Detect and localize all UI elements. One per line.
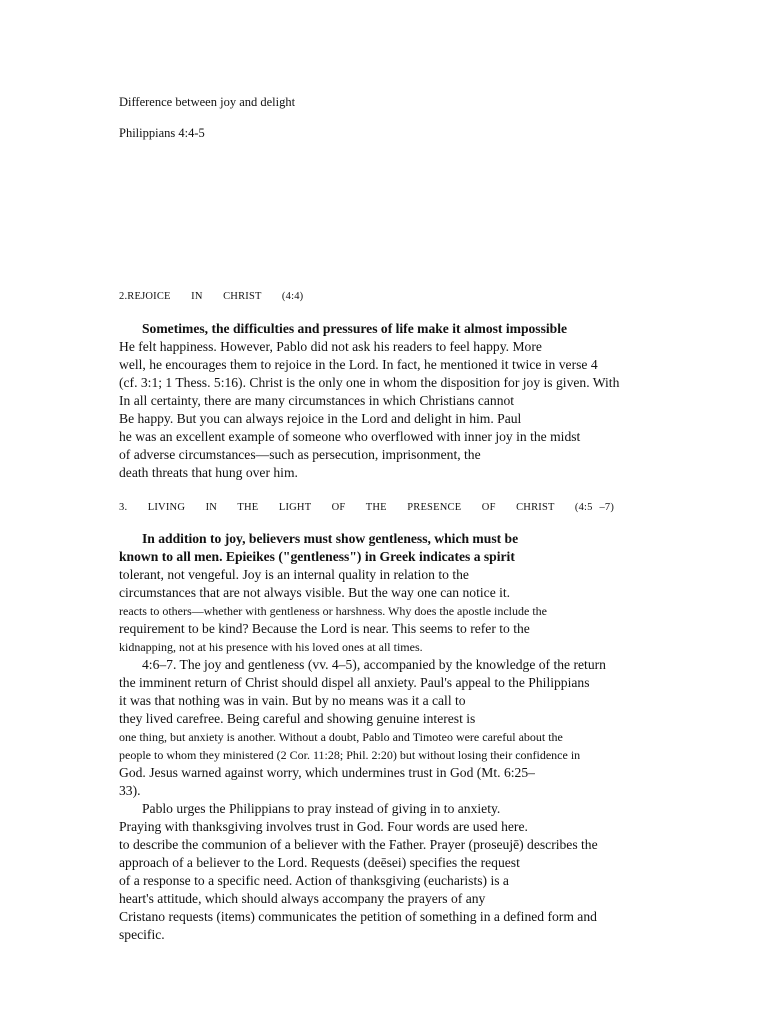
paragraph-line: he was an excellent example of someone who overflowed with inner joy in the midst [119,429,581,444]
paragraph-line: Be happy. But you can always rejoice in the Lord and delight in him. Paul [119,411,522,426]
paragraph-line: (cf. 3:1; 1 Thess. 5:16). Christ is the only one in whom the disposition for joy is given. With [119,375,620,390]
paragraph-line: circumstances that are not always visible. But the way one can notice it. [119,585,511,600]
section-3-body [119,530,699,944]
paragraph-line: Pablo urges the Philippians to pray instead of giving in to anxiety. [142,801,501,816]
paragraph-line: they lived carefree. Being careful and showing genuine interest is [119,711,476,726]
paragraph-line: one thing, but anxiety is another. Without a doubt, Pablo and Timoteo were careful about the [119,730,563,744]
paragraph-line: God. Jesus warned against worry, which undermines trust in God (Mt. 6:25– [119,765,535,780]
paragraph-line: known to all men. Epieikes ("gentleness") in Greek indicates a spirit [119,549,515,564]
section-2-heading: 2.REJOICE IN CHRIST (4:4) [119,291,304,302]
paragraph-line: Praying with thanksgiving involves trust in God. Four words are used here. [119,819,528,834]
paragraph-line: Cristano requests (items) communicates the petition of something in a defined form and [119,909,597,924]
paragraph-line: of a response to a specific need. Action of thanksgiving (eucharists) is a [119,873,509,888]
paragraph-line: requirement to be kind? Because the Lord is near. This seems to refer to the [119,621,530,636]
paragraph-line: 33). [119,783,141,798]
paragraph-line: 4:6–7. The joy and gentleness (vv. 4–5), accompanied by the knowledge of the return [142,657,606,672]
paragraph-line: specific. [119,927,165,942]
paragraph-line: In all certainty, there are many circumstances in which Christians cannot [119,393,515,408]
paragraph-line: death threats that hung over him. [119,465,298,480]
paragraph-line: well, he encourages them to rejoice in the Lord. In fact, he mentioned it twice in verse 4 [119,357,598,372]
document-subtitle: Philippians 4:4-5 [119,126,205,140]
document-title: Difference between joy and delight [119,95,296,109]
paragraph-line: approach of a believer to the Lord. Requests (deēsei) specifies the request [119,855,520,870]
paragraph-line: kidnapping, not at his presence with his loved ones at all times. [119,640,423,654]
section-2-body [119,320,699,482]
paragraph-line: heart's attitude, which should always accompany the prayers of any [119,891,486,906]
paragraph-line: to describe the communion of a believer with the Father. Prayer (proseujē) describes the [119,837,598,852]
section-3-heading: 3. LIVING IN THE LIGHT OF THE PRESENCE OF CHRIST (4:5 –7) [119,502,615,513]
paragraph-line: Sometimes, the difficulties and pressures of life make it almost impossible [142,321,568,336]
paragraph-line: In addition to joy, believers must show gentleness, which must be [142,531,519,546]
paragraph-line: of adverse circumstances—such as persecution, imprisonment, the [119,447,481,462]
paragraph-line: reacts to others—whether with gentleness or harshness. Why does the apostle include the [119,604,547,618]
paragraph-line: people to whom they ministered (2 Cor. 11:28; Phil. 2:20) but without losing their confidence in [119,748,581,762]
paragraph-line: the imminent return of Christ should dispel all anxiety. Paul's appeal to the Philippians [119,675,590,690]
paragraph-line: tolerant, not vengeful. Joy is an internal quality in relation to the [119,567,469,582]
paragraph-line: He felt happiness. However, Pablo did not ask his readers to feel happy. More [119,339,542,354]
paragraph-line: it was that nothing was in vain. But by no means was it a call to [119,693,466,708]
